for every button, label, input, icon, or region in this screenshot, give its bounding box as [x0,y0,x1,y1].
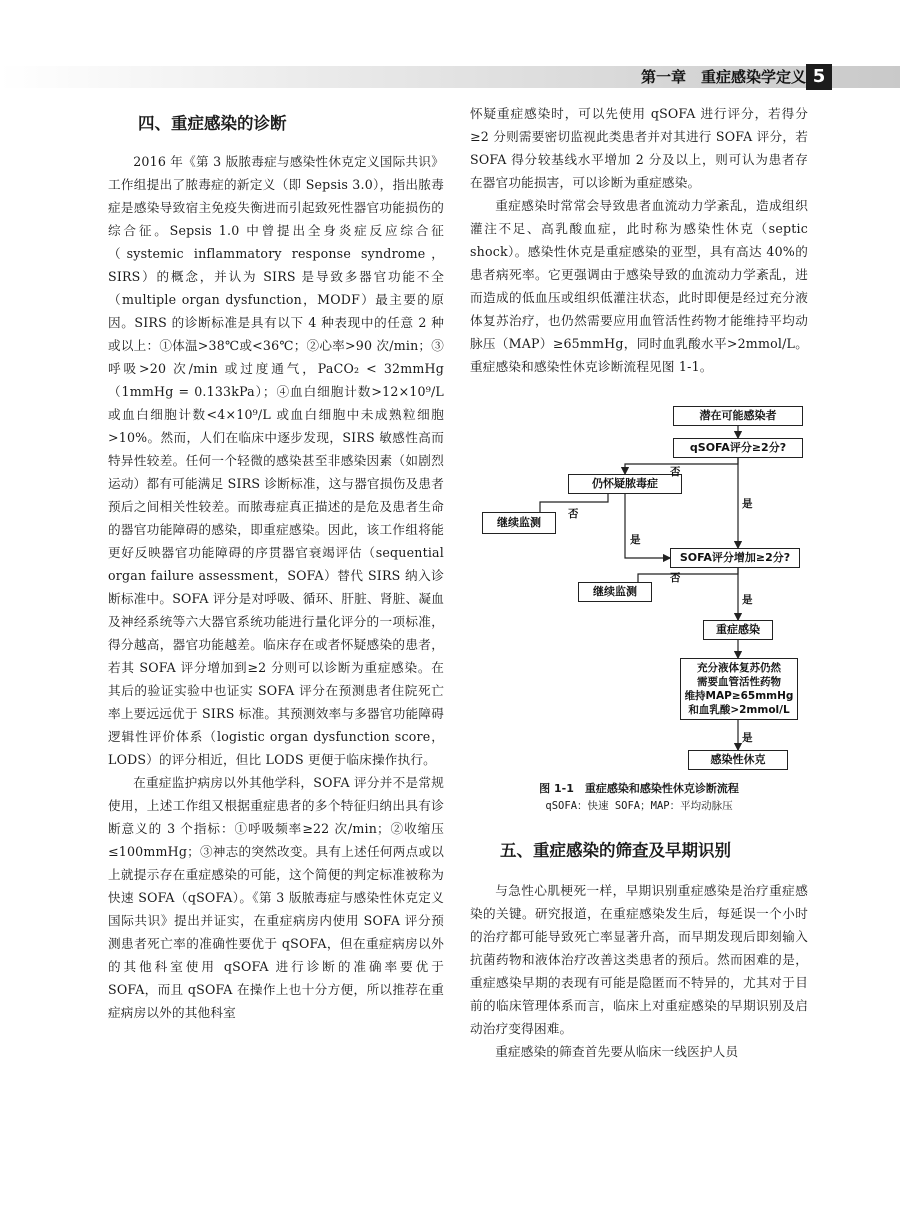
label-no: 否 [670,466,681,478]
shock-criteria-line: 和血乳酸>2mmol/L [688,704,790,716]
section-heading-screening: 五、重症感染的筛查及早期识别 [500,841,731,860]
box-continue-monitoring-1: 继续监测 [482,512,556,534]
label-no: 否 [670,572,681,584]
flowchart-figure [470,394,808,724]
label-yes: 是 [742,498,753,510]
label-yes: 是 [742,594,753,606]
box-septic-shock: 感染性休克 [688,750,788,770]
section-heading-diagnosis: 四、重症感染的诊断 [138,114,287,133]
paragraph: 与急性心肌梗死一样，早期识别重症感染是治疗重症感染的关键。研究报道，在重症感染发生后，每延误一个小时的治疗都可能导致死亡率显著升高，而早期发现后即刻输入抗菌药物和液体治疗改善这类患者的预后。然而困难的是，重症感染早期的表现有可能是隐匿而不特异的，尤其对于目前的临床管理体系而言，临床上对重症感染的早期识别及启动治疗变得困难。 [470,883,808,1036]
box-shock-question [680,658,798,720]
box-qsofa-question: qSOFA评分≥2分? [673,438,803,458]
shock-criteria-line: 维持MAP≥65mmHg [684,690,794,702]
box-continue-monitoring-2: 继续监测 [578,582,652,602]
paragraph: 重症感染时常常会导致患者血流动力学紊乱，造成组织灌注不足、高乳酸血症，此时称为感染性休克（septic shock）。感染性休克是重症感染的亚型，具有高达 40%的患者病死率。它更强调由于感染导致的血流动力学紊乱，进而造成的低血压或组织低灌注状态，此时即便是经过充分液体复苏治疗，也仍然需要应用血管活性药物才能维持平均动脉压（MAP）≥65mmHg，同时血乳酸水平>2mmol/L。重症感染和感染性休克诊断流程见图 1-1。 [470,198,808,374]
label-yes: 是 [742,732,753,744]
page-number: 5 [806,64,832,90]
label-no: 否 [568,508,579,520]
paragraph: 2016 年《第 3 版脓毒症与感染性休克定义国际共识》工作组提出了脓毒症的新定义（即 Sepsis 3.0），指出脓毒症是感染导致宿主免疫失衡进而引起致死性器官功能损伤的综合征。Sepsis 1.0 中曾提出全身炎症反应综合征（systemic inflammatory response syndrome，SIRS）的概念，并认为 SIRS 是导致多器官功能不全（multiple organ dysfunction，MODF）最主要的原因。SIRS 的诊断标准是具有以下 4 种表现中的任意 2 种或以上：①体温>38℃或<36℃；②心率>90 次/min；③呼吸>20 次/min 或过度通气，PaCO₂ < 32mmHg（1mmHg = 0.133kPa）；④血白细胞计数>12×10⁹/L 或血白细胞计数<4×10⁹/L 或血白细胞中未成熟粒细胞>10%。然而，人们在临床中逐步发现，SIRS 敏感性高而特异性较差。任何一个轻微的感染甚至非感染因素（如剧烈运动）都有可能满足 SIRS 诊断标准，这与器官损伤及患者预后之间相关性较差。而脓毒症真正描述的是危及患者生命的器官功能障碍的感染，即重症感染。因此，该工作组将能更好反映器官功能障碍的序贯器官衰竭评估（sequential organ failure assessment，SOFA）替代 SIRS 纳入诊断标准中。SOFA 评分是对呼吸、循环、肝脏、肾脏、凝血及神经系统等六大器官系统功能进行量化评分的一项标准，得分越高，器官功能越差。临床存在或者怀疑感染的患者，若其 SOFA 评分增加到≥2 分则可以诊断为重症感染。在其后的验证实验中也证实 SOFA 评分在预测患者住院死亡率上要远远优于 SIRS 标准。其预测效率与多器官功能障碍逻辑性评价体系（logistic organ dysfunction score，LODS）的评分相近，但比 LODS 更便于临床操作执行。 [108,154,444,767]
flowchart-tail [470,724,808,774]
paragraph: 重症感染的筛查首先要从临床一线医护人员 [495,1044,739,1059]
figure-caption: 图 1-1 重症感染和感染性休克诊断流程 [539,782,739,795]
box-sofa-question: SOFA评分增加≥2分? [670,548,800,568]
shock-criteria-line: 需要血管活性药物 [697,676,781,688]
paragraph: 怀疑重症感染时，可以先使用 qSOFA 进行评分，若得分≥2 分则需要密切监视此类患者并对其进行 SOFA 评分，若 SOFA 得分较基线水平增加 2 分及以上，则可认为患者存在器官功能损害，可以诊断为重症感染。 [470,106,808,190]
box-suspect-sepsis: 仍怀疑脓毒症 [568,474,682,494]
figure-caption-note: qSOFA：快速 SOFA；MAP：平均动脉压 [545,800,733,812]
left-column [108,112,444,1024]
box-sepsis: 重症感染 [703,620,773,640]
box-potential-infection: 潜在可能感染者 [673,406,803,426]
chapter-title: 第一章 重症感染学定义 [640,68,806,86]
paragraph: 在重症监护病房以外其他学科，SOFA 评分并不是常规使用，上述工作组又根据重症患者的多个特征归纳出具有诊断意义的 3 个指标：①呼吸频率≥22 次/min；②收缩压≤100mmHg；③神志的突然改变。具有上述任何两点或以上就提示存在重症感染的可能，这个简便的判定标准被称为快速 SOFA（qSOFA）。《第 3 版脓毒症与感染性休克定义国际共识》提出并证实，在重症病房内使用 SOFA 评分预测患者死亡率的准确性要优于 qSOFA，但在重症病房以外的其他科室使用 qSOFA 进行诊断的准确率要优于 SOFA，而且 qSOFA 在操作上也十分方便，所以推荐在重症病房以外的其他科室 [108,775,444,1020]
label-yes: 是 [630,534,641,546]
shock-criteria-line: 充分液体复苏仍然 [697,662,781,674]
right-column [470,102,808,1063]
